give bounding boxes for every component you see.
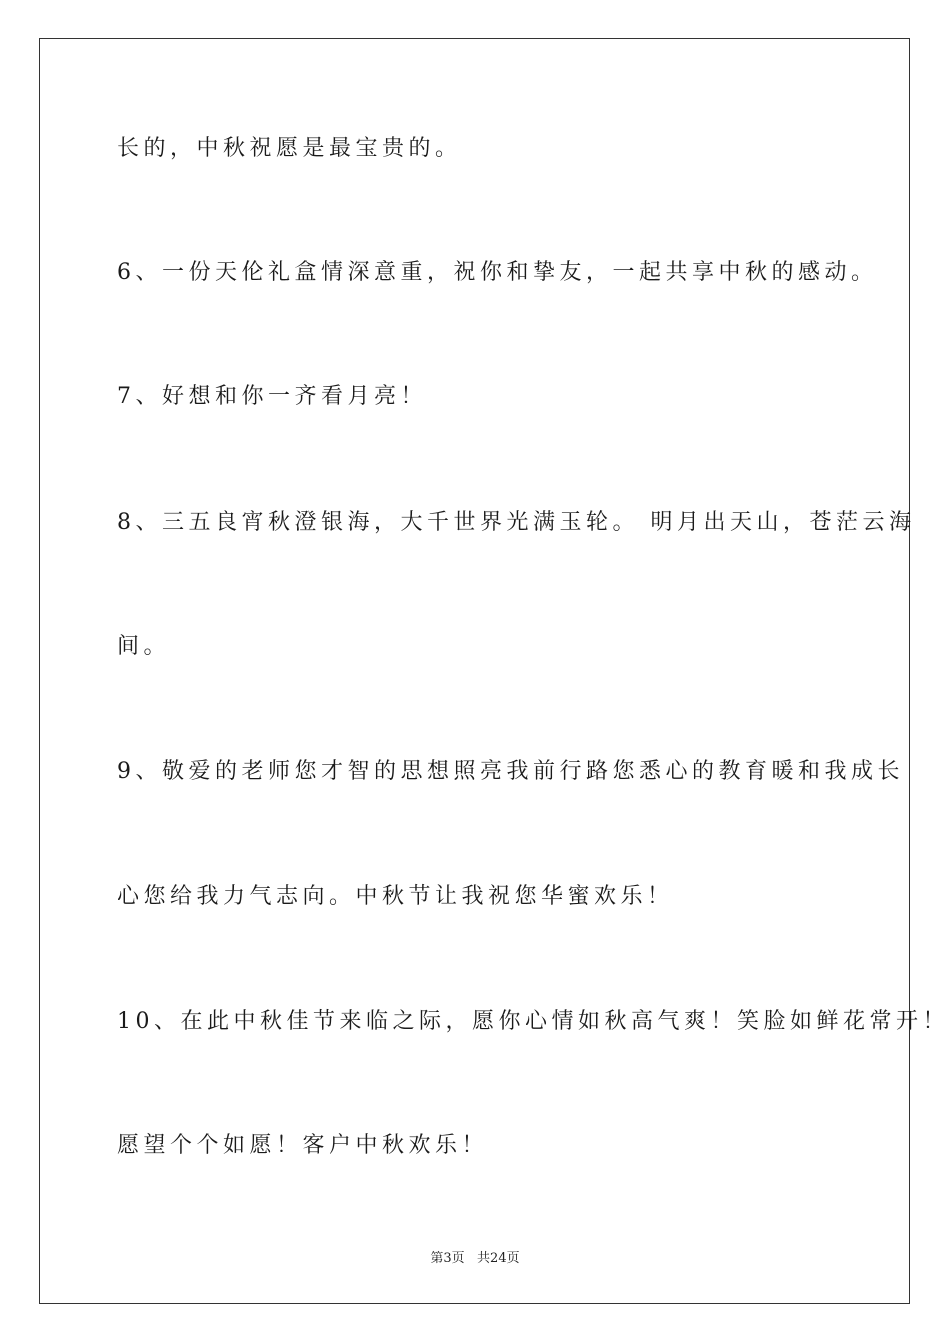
- text-line-1: 长的，中秋祝愿是最宝贵的。: [117, 136, 462, 161]
- text-line-8: 10、在此中秋佳节来临之际，愿你心情如秋高气爽！笑脸如鲜花常开！: [117, 1009, 949, 1034]
- text-line-4: 8、三五良宵秋澄银海，大千世界光满玉轮。 明月出天山，苍茫云海: [117, 510, 916, 535]
- text-line-2: 6、一份天伦礼盒情深意重，祝你和挚友，一起共享中秋的感动。: [117, 260, 878, 285]
- page-frame: [39, 38, 910, 1304]
- page-number-footer: 第3页 共24页: [430, 1251, 520, 1266]
- text-line-9: 愿望个个如愿！客户中秋欢乐！: [117, 1133, 489, 1158]
- text-line-7: 心您给我力气志向。中秋节让我祝您华蜜欢乐！: [117, 884, 674, 909]
- text-line-6: 9、敬爱的老师您才智的思想照亮我前行路您悉心的教育暖和我成长: [117, 759, 904, 784]
- text-line-5: 间。: [117, 634, 171, 659]
- text-line-3: 7、好想和你一齐看月亮！: [117, 384, 427, 409]
